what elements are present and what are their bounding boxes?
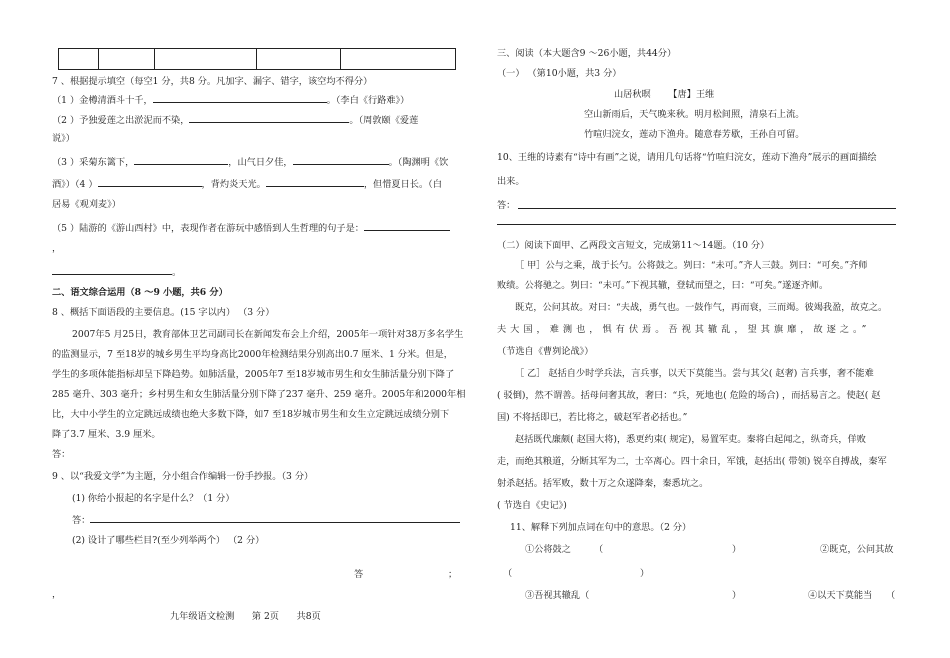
text: 。（李白《行路难》） bbox=[326, 95, 410, 106]
q7-title: 7 、根据提示填空（每空1 分，共8 分。凡加字、漏字、错字，该空均不得分） bbox=[52, 76, 373, 87]
blank-1[interactable] bbox=[153, 93, 327, 103]
q7-line2 bbox=[52, 113, 418, 127]
passage-b-line: ［ 乙］ 赵括自少时学兵法，言兵事，以天下莫能当。尝与其父( 赵奢) 言兵事，奢不能难 bbox=[515, 368, 874, 379]
q7-line1 bbox=[52, 93, 409, 107]
q7-line4 bbox=[52, 177, 442, 191]
section-3-title: 三、阅读（本大题含9 ～26小题，共44分） bbox=[497, 48, 677, 59]
q7-line5 bbox=[52, 221, 450, 235]
text: ，山气日夕佳， bbox=[228, 157, 293, 168]
q9-prompt: 9 、以“我爱文学”为主题，分小组合作编辑一份手抄报。（3 分） bbox=[52, 471, 314, 482]
text: （3 ）采菊东篱下， bbox=[52, 157, 135, 168]
q7-line5-cont bbox=[52, 265, 181, 279]
q10-answer-line[interactable] bbox=[497, 224, 896, 225]
passage-a-line: 夫大国，难测也，惧有伏焉。吾视其辙乱，望其旗靡，故逐之。” bbox=[497, 324, 871, 335]
passage-a-line: 既克，公问其故。对曰：“夫战，勇气也。一鼓作气，再而衰，三而竭。彼竭我盈，故克之。 bbox=[515, 302, 888, 313]
q9-semicolon: ； bbox=[448, 569, 458, 580]
q11-item-1-close: ） bbox=[732, 544, 742, 555]
passage-a-line: ［ 甲］公与之乘，战于长勺。公将鼓之。刿曰：“未可。”齐人三鼓。刿曰：“可矣。”齐师 bbox=[515, 260, 868, 271]
text: （1 ）金樽清酒斗十千， bbox=[52, 95, 153, 106]
poem-line: 空山新雨后，天气晚来秋。明月松间照，清泉石上流。 bbox=[584, 109, 805, 120]
text: 答： bbox=[72, 515, 91, 526]
q8-passage-line: 285 毫升、303 毫升；乡村男生和女生肺活量分别下降了237 毫升、259 毫升。2005年和2000年相 bbox=[52, 389, 466, 400]
section-2-title: 二、语文综合运用（8 ～9 小题，共6 分） bbox=[52, 287, 228, 298]
part-2-title: （二）阅读下面甲、乙两段文言短文，完成第11～14题。（10 分） bbox=[497, 240, 770, 251]
poem-author: 【唐】王维 bbox=[668, 89, 715, 100]
part-1-title: （一） （第10小题，共3 分） bbox=[497, 68, 622, 79]
q9-part2-answer-label: 答 bbox=[354, 569, 364, 580]
q10-prompt-cont: 出来。 bbox=[497, 176, 525, 187]
passage-b-line: ( 驳倒)，然不谓善。括母问奢其故，奢曰：“兵，死地也( 危险的场合) ，而括易言之。使赵( 赵 bbox=[497, 390, 881, 401]
q11-item-1: ①公将鼓之 bbox=[525, 544, 571, 555]
q11-item-1-open[interactable]: （ bbox=[594, 544, 604, 555]
blank-6[interactable] bbox=[266, 177, 364, 187]
text: 。（周敦颐《爱莲 bbox=[349, 115, 419, 126]
q8-prompt: 8 、概括下面语段的主要信息。(15 字以内） （3 分） bbox=[52, 307, 275, 318]
blank-2[interactable] bbox=[189, 113, 349, 123]
q8-passage-line: 学生的多项体能指标却呈下降趋势。如肺活量，2005年7 至18岁城市男生和女生肺活量分别下降了 bbox=[52, 369, 455, 380]
q9-comma: ， bbox=[52, 589, 62, 600]
q11-item-4: ④以天下莫能当 bbox=[808, 590, 873, 601]
q8-answer-label: 答： bbox=[52, 449, 71, 460]
blank-7[interactable] bbox=[364, 221, 450, 231]
poem-title bbox=[614, 89, 714, 101]
grid-cell bbox=[59, 49, 99, 70]
q7-line2-cont: 说》） bbox=[52, 133, 75, 144]
q11-item-2-close: ） bbox=[640, 568, 650, 579]
grid-cell bbox=[256, 49, 340, 70]
poem-name: 山居秋暝 bbox=[614, 89, 651, 100]
q10-answer-label: 答： bbox=[497, 200, 516, 211]
grid-cell bbox=[154, 49, 256, 70]
text: 酒》）（4 ） bbox=[52, 179, 98, 190]
blank-5[interactable] bbox=[98, 177, 202, 187]
q7-line4-cont: 居易《观刈麦》） bbox=[52, 199, 121, 210]
footer-page-number: 第 2页 bbox=[251, 611, 279, 622]
footer-total-pages: 共8页 bbox=[296, 611, 321, 622]
passage-b-line: 走，而绝其粮道，分断其军为二，士卒离心。四十余日，军饿，赵括出( 带领) 锐卒自搏战，秦军 bbox=[497, 456, 887, 467]
q11-item-3: ③吾视其辙乱（ bbox=[525, 590, 590, 601]
q10-prompt: 10、王维的诗素有“诗中有画”之说，请用几句话将“竹喧归浣女，莲动下渔舟”展示的画面描绘 bbox=[497, 152, 877, 163]
q8-passage-line: 的监测显示，7 至18岁的城乡男生平均身高比2000年检测结果分别高出0.7 厘米、1 分米。但是， bbox=[52, 349, 453, 360]
passage-a-line: 败绩。公将驰之。刿曰：“未可。”下视其辙，登轼而望之，曰：“可矣。”遂逐齐师。 bbox=[497, 280, 829, 291]
text: 。 bbox=[172, 267, 182, 278]
q7-line5-comma: ， bbox=[52, 243, 62, 254]
blank-3[interactable] bbox=[134, 155, 228, 165]
footer-title: 九年级语文检测 bbox=[170, 611, 235, 622]
passage-a-source: （节选自《曹刿论战》） bbox=[497, 346, 594, 357]
q11-item-2: ②既克，公问其故 bbox=[820, 544, 894, 555]
text: （5 ）陆游的《游山西村》中，表现作者在游玩中感悟到人生哲理的句子是： bbox=[52, 223, 364, 234]
q9-part1: (1) 你给小报起的名字是什么？（1 分） bbox=[72, 493, 235, 504]
q8-passage-line: 降了3.7 厘米、3.9 厘米。 bbox=[52, 429, 161, 440]
blank-4[interactable] bbox=[293, 155, 389, 165]
page-footer bbox=[170, 611, 321, 623]
passage-b-line: 射杀赵括。括军败，数十万之众遂降秦，秦悉坑之。 bbox=[497, 478, 709, 489]
q9-part1-answer bbox=[72, 513, 460, 527]
grid-cell bbox=[340, 49, 455, 70]
q8-passage-line: 比，大中小学生的立定跳远成绩也绝大多数下降，如7 至18岁城市男生和女生立定跳远成绩分别下 bbox=[52, 409, 450, 420]
text: （2 ）予独爱莲之出淤泥而不染， bbox=[52, 115, 190, 126]
q11-item-3-close: ） bbox=[732, 590, 742, 601]
blank-8[interactable] bbox=[52, 265, 172, 275]
q8-passage-line: 2007年5 月25日，教育部体卫艺司副司长在新闻发布会上介绍，2005年一项针对38万多名学生 bbox=[72, 329, 464, 340]
q9-name-field[interactable] bbox=[90, 513, 460, 523]
text: 。（陶渊明《饮 bbox=[388, 157, 449, 168]
poem-line: 竹喧归浣女，莲动下渔舟。随意春芳歇，王孙自可留。 bbox=[584, 129, 805, 140]
passage-b-source: ( 节选自《史记》) bbox=[497, 500, 567, 511]
text: ，背灼炎天光。 bbox=[201, 179, 266, 190]
q9-part2: (2) 设计了哪些栏目?(至少列举两个） （2 分） bbox=[72, 535, 265, 546]
passage-b-line: 赵括既代廉颇( 赵国大将)，悉更约束( 规定)，易置军吏。秦将白起闻之，纵奇兵，佯败 bbox=[515, 434, 866, 445]
q11-item-4-open[interactable]: （ bbox=[886, 590, 896, 601]
passage-b-line: 国) 不将括即已，若比将之，破赵军者必括也。” bbox=[497, 412, 688, 423]
q11-item-2-open[interactable]: （ bbox=[503, 568, 513, 579]
answer-grid-table bbox=[58, 48, 456, 70]
grid-cell bbox=[99, 49, 154, 70]
text: ，但惜夏日长。（白 bbox=[363, 179, 442, 190]
q11-prompt: 11、解释下列加点词在句中的意思。（2 分） bbox=[510, 522, 692, 533]
q7-line3 bbox=[52, 155, 448, 169]
q10-answer-line[interactable] bbox=[518, 208, 896, 209]
